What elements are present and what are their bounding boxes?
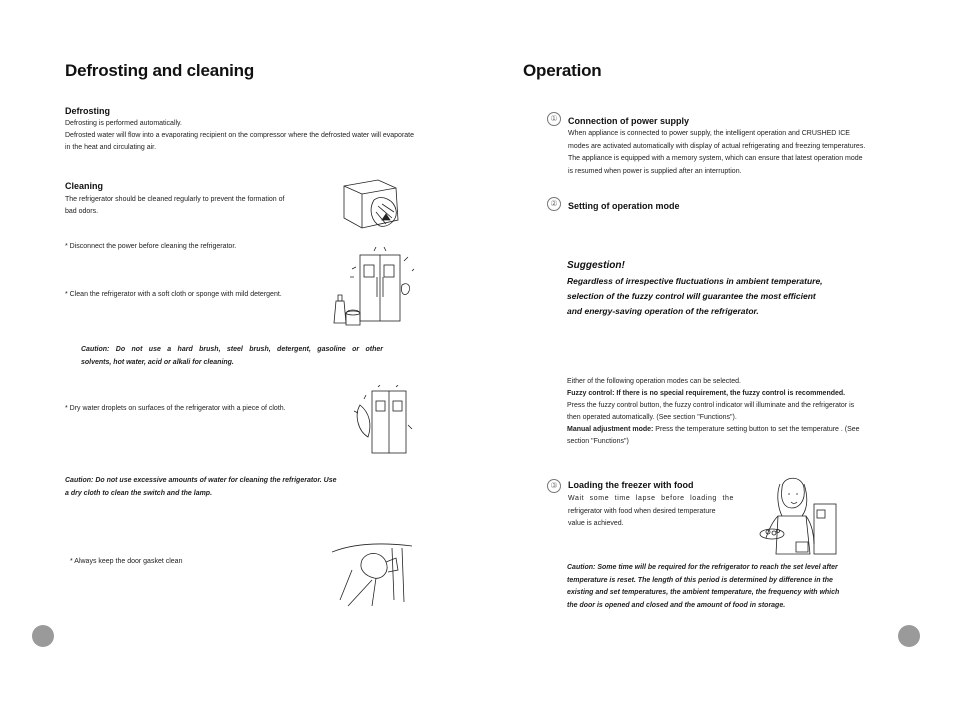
suggestion-line-1: Regardless of irrespective fluctuations in ambient temperature, (567, 276, 823, 286)
fuzzy-control-line-3: then operated automatically. (See section "Functions"). (567, 414, 737, 421)
loading-freezer-line-2: refrigerator with food when desired temperature (568, 507, 716, 515)
caution2-line-2: a dry cloth to clean the switch and the lamp. (65, 489, 213, 497)
circled-number-3-icon: ③ (547, 479, 561, 493)
power-supply-line-3: The appliance is equipped with a memory system, which can ensure that latest operation mode (568, 155, 863, 162)
bullet-soft-cloth: * Clean the refrigerator with a soft cloth or sponge with mild detergent. (65, 291, 282, 298)
manual-mode-line (567, 424, 897, 436)
caution1-line-2: solvents, hot water, acid or alkali for cleaning. (81, 358, 234, 366)
cleaning-heading: Cleaning (65, 181, 104, 191)
power-supply-line-1: When appliance is connected to power supply, the intelligent operation and CRUSHED ICE (568, 130, 850, 137)
drying-cloth-illustration (350, 385, 418, 457)
manual-mode-line-2: section "Functions") (567, 438, 629, 445)
fridge-cleaning-illustration (330, 247, 415, 331)
cleaning-text (65, 194, 325, 218)
caution-r-line-4: the door is opened and closed and the amount of food in storage. (567, 601, 786, 609)
operation-mode-heading: Setting of operation mode (568, 201, 680, 211)
caution-excess-water (65, 475, 375, 500)
manual-mode-label: Manual adjustment mode: (567, 426, 654, 433)
power-supply-line-4: is resumed when power is supplied after an interruption. (568, 167, 742, 175)
caution-r-line-1: Caution: Some time will be required for the refrigerator to reach the set level after (567, 564, 838, 571)
suggestion-heading: Suggestion! (567, 260, 625, 271)
operation-modes-text (567, 376, 897, 448)
suggestion-line-2: selection of the fuzzy control will guarantee the most efficient (567, 291, 816, 301)
left-page-title: Defrosting and cleaning (65, 61, 255, 80)
defrosting-line-3: in the heat and circulating air. (65, 144, 157, 151)
defrosting-line-2: Defrosted water will flow into a evaporating recipient on the compressor where the defrosted water will evaporate (65, 132, 415, 139)
power-supply-line-2: modes are activated automatically with display of actual refrigerating and freezing temperatures. (568, 142, 866, 150)
caution-temperature-time (567, 562, 881, 612)
wiping-hand-illustration (338, 176, 408, 232)
right-page-title: Operation (523, 61, 602, 80)
caution-cleaning-agents (81, 344, 383, 369)
woman-loading-fridge-illustration (758, 474, 838, 558)
power-supply-heading: Connection of power supply (568, 116, 689, 126)
circled-number-2-icon: ② (547, 197, 561, 211)
circled-number-1-icon: ① (547, 112, 561, 126)
cleaning-line-1: The refrigerator should be cleaned regularly to prevent the formation of (65, 196, 285, 203)
suggestion-text (567, 274, 823, 319)
bullet-dry-droplets: * Dry water droplets on surfaces of the refrigerator with a piece of cloth. (65, 405, 286, 412)
caution-r-line-3: existing and set temperatures, the ambient temperature, the frequency with which (567, 589, 840, 596)
right-page-dot-icon (898, 625, 920, 647)
door-gasket-illustration (332, 540, 414, 608)
loading-freezer-line-1: Wait some time lapse before loading the (568, 495, 734, 502)
fuzzy-control-label: Fuzzy control: If there is no special requirement, the fuzzy control is recommended. (567, 390, 846, 397)
loading-freezer-text (568, 493, 734, 531)
modes-intro: Either of the following operation modes can be selected. (567, 378, 741, 385)
suggestion-line-3: and energy-saving operation of the refrigerator. (567, 306, 759, 316)
defrosting-line-1: Defrosting is performed automatically. (65, 120, 182, 127)
bullet-disconnect-power: * Disconnect the power before cleaning the refrigerator. (65, 243, 237, 250)
caution1-line-1: Caution: Do not use a hard brush, steel brush, detergent, gasoline or other (81, 346, 383, 353)
caution2-line-1: Caution: Do not use excessive amounts of water for cleaning the refrigerator. Use (65, 477, 337, 484)
fuzzy-control-line-2: Press the fuzzy control button, the fuzzy control indicator will illuminate and the refrigerator is (567, 402, 855, 409)
bullet-door-gasket: * Always keep the door gasket clean (70, 558, 183, 565)
manual-mode-rest: Press the temperature setting button to set the temperature . (See (653, 426, 860, 433)
defrosting-heading: Defrosting (65, 106, 110, 116)
left-page-dot-icon (32, 625, 54, 647)
power-supply-text (568, 128, 895, 178)
caution-r-line-2: temperature is reset. The length of this period is determined by difference in the (567, 576, 833, 584)
loading-freezer-line-3: value is achieved. (568, 520, 624, 527)
cleaning-line-2: bad odors. (65, 208, 99, 215)
defrosting-text (65, 118, 465, 154)
loading-freezer-heading: Loading the freezer with food (568, 480, 694, 490)
